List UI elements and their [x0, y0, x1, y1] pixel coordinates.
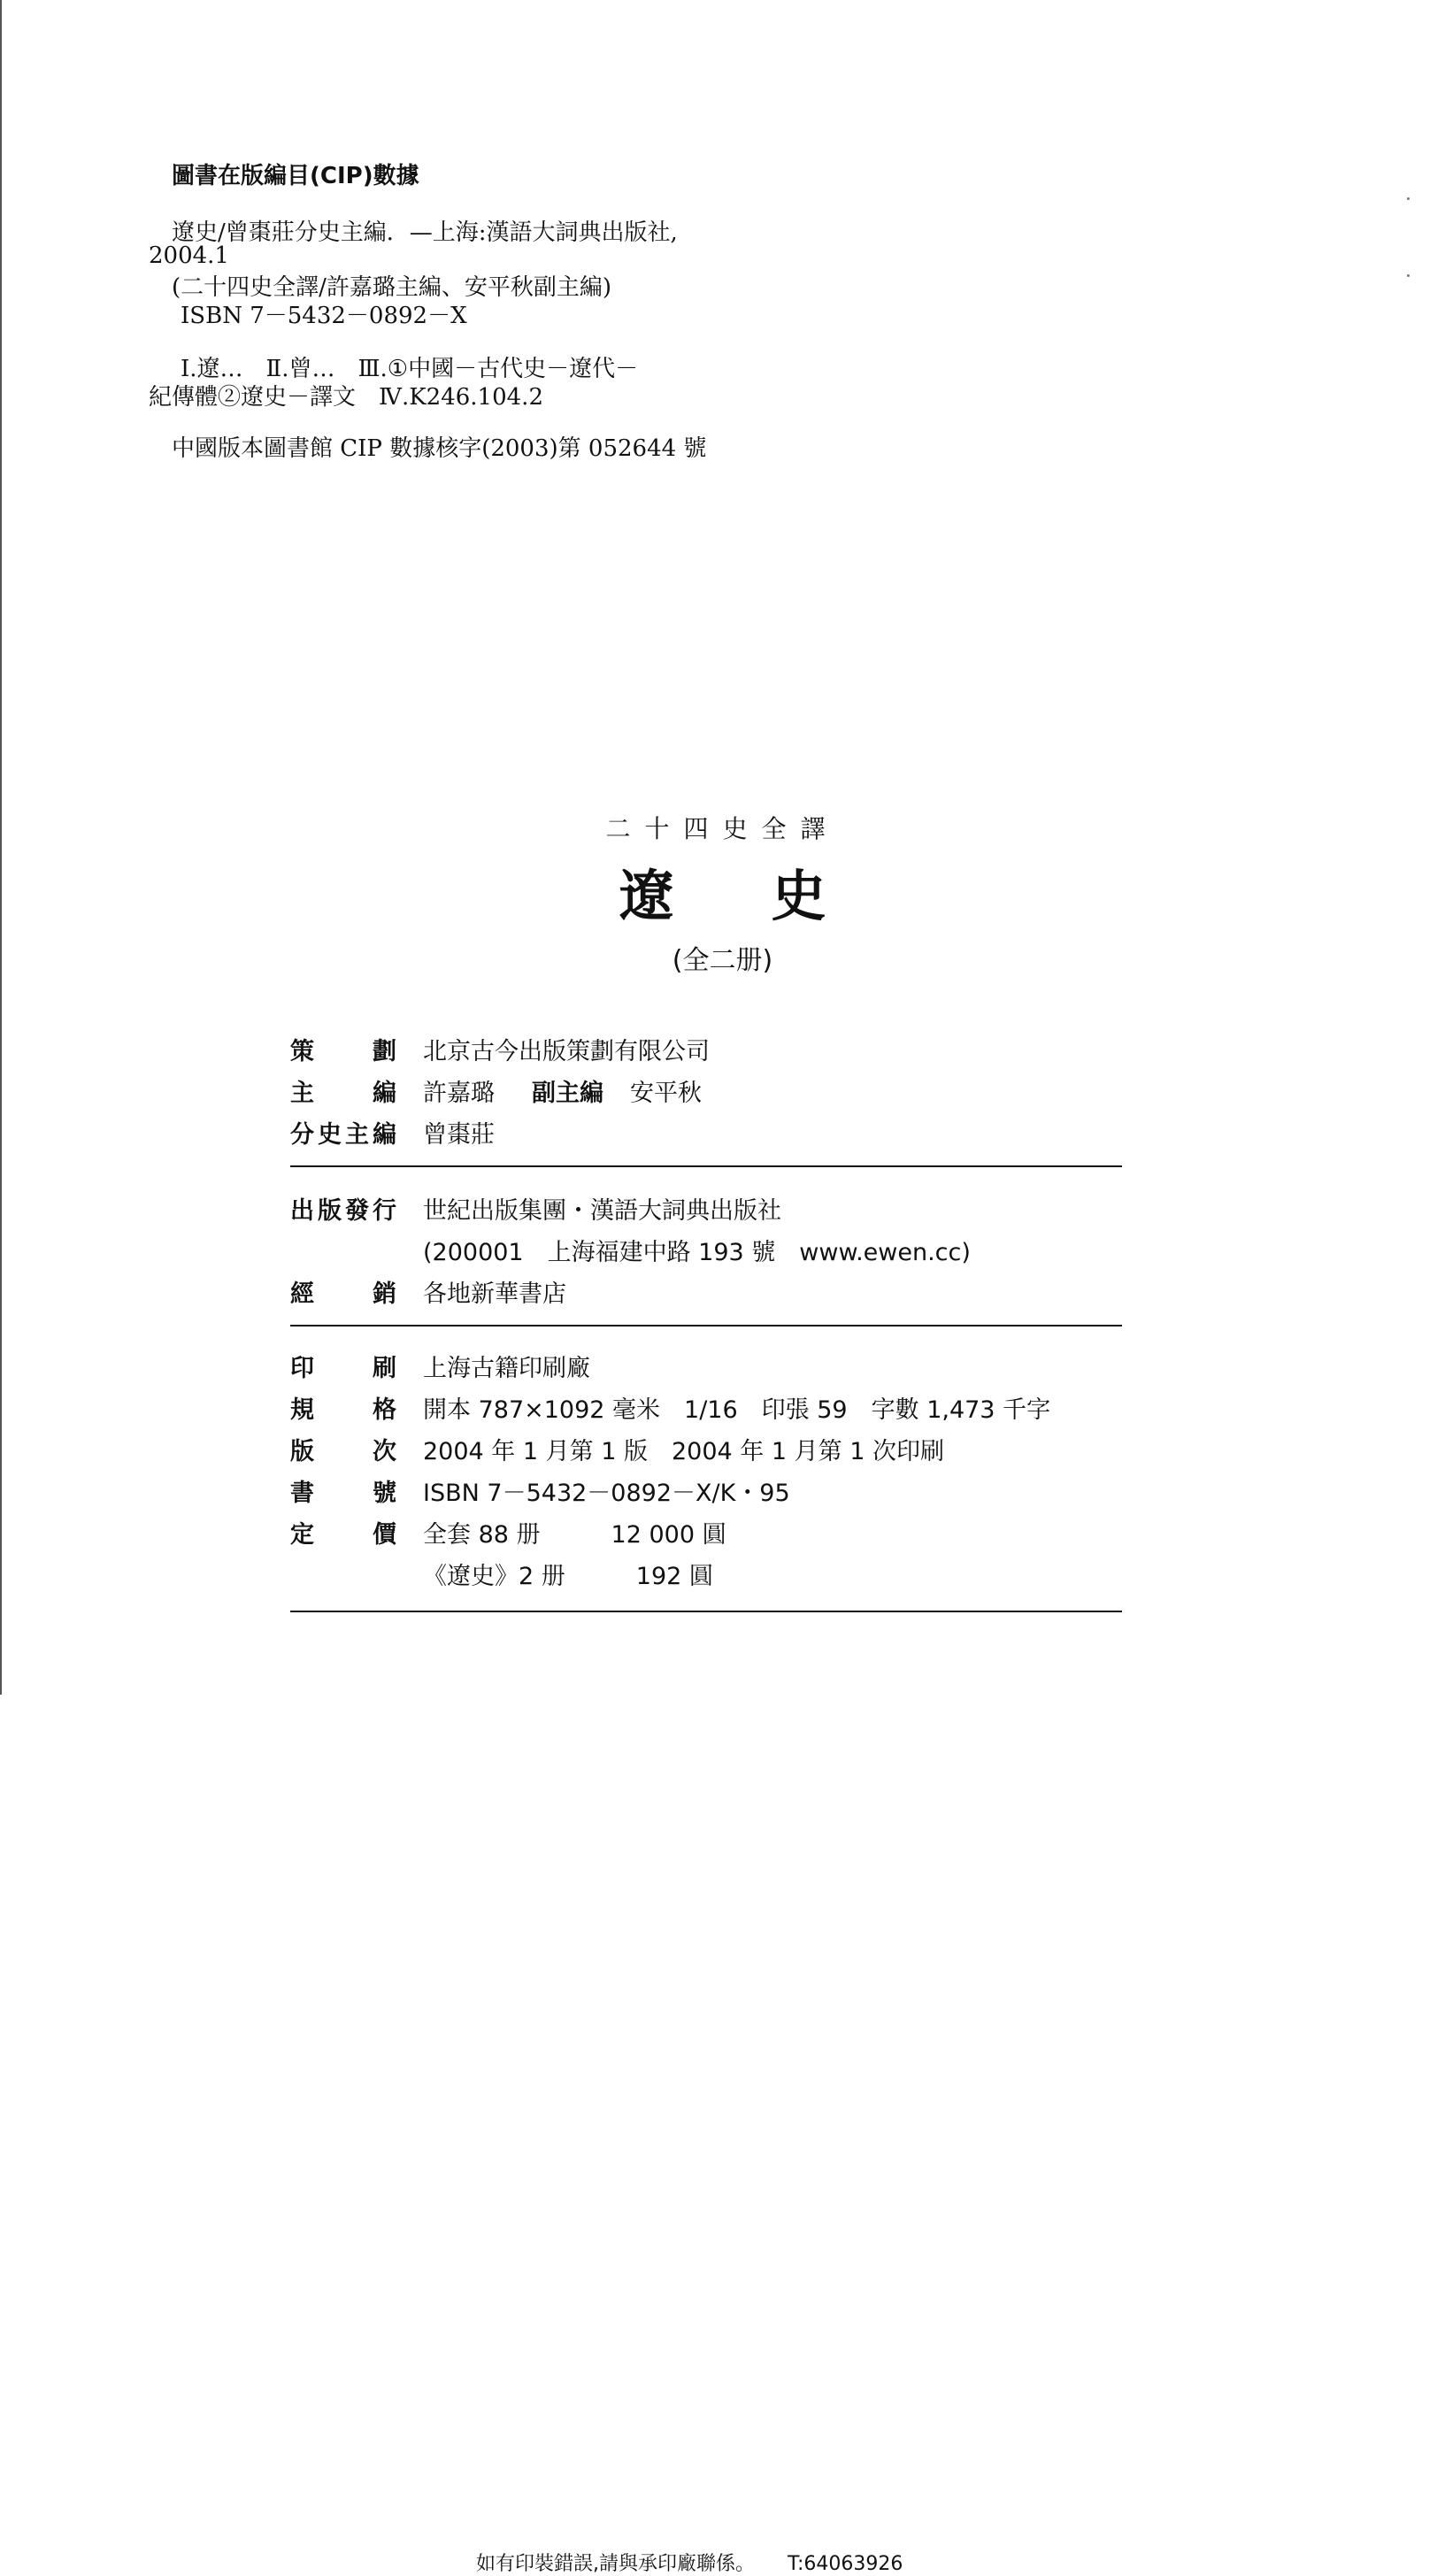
publisher-row: [290, 1190, 781, 1226]
scan-speck: [1407, 274, 1410, 277]
deputy-editor-value: 安平秋: [630, 1079, 702, 1107]
price-book: 《遼史》2 册: [423, 1562, 565, 1590]
publisher-label: 出版發行: [290, 1196, 396, 1225]
footer-phone: T:64063926: [788, 2553, 903, 2575]
book-title: 遼史: [619, 864, 924, 928]
printer-row: [290, 1348, 590, 1383]
edition-row: [290, 1431, 944, 1466]
isbn-value: ISBN 7－5432－0892－X/K・95: [423, 1479, 790, 1507]
isbn-label: 書號: [290, 1479, 396, 1507]
cip-line: Ⅰ.遼… Ⅱ.曾… Ⅲ.①中國－古代史－遼代－: [181, 356, 639, 382]
price-set: 全套 88 册: [423, 1520, 541, 1549]
cip-line: (二十四史全譯/許嘉璐主編、安平秋副主編): [172, 274, 612, 301]
cip-line: 遼史/曾棗莊分史主編．—上海:漢語大詞典出版社,: [172, 219, 678, 246]
printer-value: 上海古籍印刷廠: [423, 1354, 590, 1382]
printer-label: 印刷: [290, 1354, 396, 1382]
distributor-row: [290, 1273, 566, 1309]
footer-notice-text: 如有印裝錯誤,請與承印廠聯係。: [476, 2553, 755, 2575]
format-row: [290, 1389, 1050, 1425]
publisher-value: 世紀出版集團・漢語大詞典出版社: [423, 1196, 781, 1225]
volume-editor-value: 曾棗莊: [423, 1120, 495, 1149]
distributor-label: 經銷: [290, 1280, 396, 1308]
divider: [290, 1611, 1122, 1612]
publisher-address-row: [290, 1232, 971, 1267]
planning-label: 策劃: [290, 1037, 396, 1065]
format-value: 開本 787×1092 毫米 1/16 印張 59 字數 1,473 千字: [423, 1396, 1051, 1424]
price-label: 定價: [290, 1520, 396, 1549]
edition-label: 版次: [290, 1437, 396, 1465]
scan-edge-line: [0, 0, 2, 1695]
series-title: 二十四史全譯: [605, 814, 840, 843]
format-label: 規格: [290, 1396, 396, 1424]
footer-notice: [476, 2549, 903, 2576]
cip-heading: 圖書在版編目(CIP)數據: [172, 163, 419, 189]
divider: [290, 1325, 1122, 1326]
price-set-amount: 12 000 圓: [611, 1520, 726, 1549]
volume-count: (全二册): [672, 945, 773, 976]
planning-value: 北京古今出版策劃有限公司: [423, 1037, 710, 1065]
publisher-address: (200001 上海福建中路 193 號 www.ewen.cc): [423, 1238, 971, 1266]
chief-editor-label: 主編: [290, 1079, 396, 1107]
cip-line: 2004.1: [149, 242, 229, 269]
divider: [290, 1165, 1122, 1167]
edition-value: 2004 年 1 月第 1 版 2004 年 1 月第 1 次印刷: [423, 1437, 944, 1465]
volume-editor-row: [290, 1114, 495, 1150]
deputy-editor-label: 副主編: [532, 1079, 603, 1107]
price-book-row: [290, 1556, 713, 1591]
volume-editor-label: 分史主編: [290, 1120, 396, 1149]
scan-speck: [1407, 197, 1410, 200]
chief-editor-row: [290, 1073, 702, 1108]
chief-editor-value: 許嘉璐: [423, 1079, 495, 1107]
planning-row: [290, 1031, 710, 1066]
cip-line: 中國版本圖書館 CIP 數據核字(2003)第 052644 號: [172, 435, 707, 462]
price-book-amount: 192 圓: [635, 1562, 713, 1590]
cip-line: 紀傳體②遼史－譯文 Ⅳ.K246.104.2: [149, 384, 543, 411]
distributor-value: 各地新華書店: [423, 1280, 566, 1308]
isbn-row: [290, 1473, 790, 1508]
cip-line: ISBN 7－5432－0892－X: [181, 303, 467, 329]
price-row: [290, 1514, 726, 1549]
